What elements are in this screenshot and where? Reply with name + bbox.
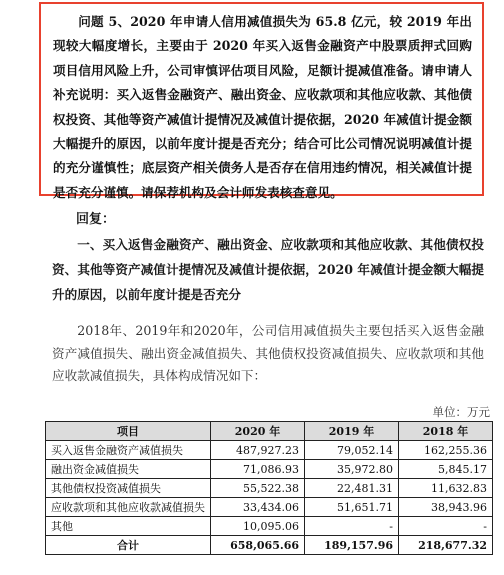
table-row — [46, 517, 493, 536]
row-value-2018: 11,632.83 — [399, 479, 493, 498]
total-2018: 218,677.32 — [399, 536, 493, 555]
row-value-2019: - — [305, 517, 399, 536]
question-text: 问题 5、2020 年申请人信用减值损失为 65.8 亿元，较 2019 年出现较大幅度增长，主要由于 2020 年买入返售金融资产中股票质押式回购项目信用风险上升，公司审慎评估项目风险，足额计提减值准备。请申请人补充说明：买入返售金融资产、融出资金、应收款项和其他应收款、其他债权投资、其他等资产减值计提情况及减值计提依据，2020 年减值计提金额大幅提升的原因，以前年度计提是否充分；结合可比公司情况说明减值计提的充分谨慎性；底层资产相关债务人是否存在信用违约情况，相关减值计提是否充分谨慎。请保荐机构及会计师发表核查意见。 — [53, 14, 472, 200]
row-value-2018: 38,943.96 — [399, 498, 493, 517]
row-label: 融出资金减值损失 — [46, 460, 211, 479]
row-value-2020: 55,522.38 — [211, 479, 305, 498]
row-label: 其他债权投资减值损失 — [46, 479, 211, 498]
row-label: 应收款项和其他应收款减值损失 — [46, 498, 211, 517]
row-value-2020: 71,086.93 — [211, 460, 305, 479]
row-label: 其他 — [46, 517, 211, 536]
row-value-2019: 79,052.14 — [305, 441, 399, 460]
table-row — [46, 460, 493, 479]
header-2019: 2019 年 — [305, 422, 399, 441]
total-2020: 658,065.66 — [211, 536, 305, 555]
answer-heading: 回复： — [76, 212, 116, 227]
total-2019: 189,157.96 — [305, 536, 399, 555]
row-value-2020: 33,434.06 — [211, 498, 305, 517]
table-row — [46, 441, 493, 460]
row-value-2019: 22,481.31 — [305, 479, 399, 498]
row-value-2019: 51,651.71 — [305, 498, 399, 517]
question-box — [39, 2, 484, 200]
impairment-table — [45, 421, 493, 555]
table-row — [46, 479, 493, 498]
unit-label: 单位：万元 — [432, 405, 490, 419]
total-label: 合计 — [46, 536, 211, 555]
header-item: 项目 — [46, 422, 211, 441]
section-heading: 一、买入返售金融资产、融出资金、应收款项和其他应收款、其他债权投资、其他等资产减值计提情况及减值计提依据，2020 年减值计提金额大幅提升的原因，以前年度计提是否充分 — [52, 237, 484, 302]
row-value-2020: 10,095.06 — [211, 517, 305, 536]
table-total-row — [46, 536, 493, 555]
header-2020: 2020 年 — [211, 422, 305, 441]
row-value-2018: - — [399, 517, 493, 536]
row-value-2020: 487,927.23 — [211, 441, 305, 460]
row-value-2018: 5,845.17 — [399, 460, 493, 479]
table-row — [46, 498, 493, 517]
row-value-2018: 162,255.36 — [399, 441, 493, 460]
row-label: 买入返售金融资产减值损失 — [46, 441, 211, 460]
header-2018: 2018 年 — [399, 422, 493, 441]
table-header-row — [46, 422, 493, 441]
row-value-2019: 35,972.80 — [305, 460, 399, 479]
body-paragraph: 2018年、2019年和2020年，公司信用减值损失主要包括买入返售金融资产减值损失、融出资金减值损失、其他债权投资减值损失、应收款项和其他应收款减值损失，具体构成情况如下： — [52, 323, 484, 383]
